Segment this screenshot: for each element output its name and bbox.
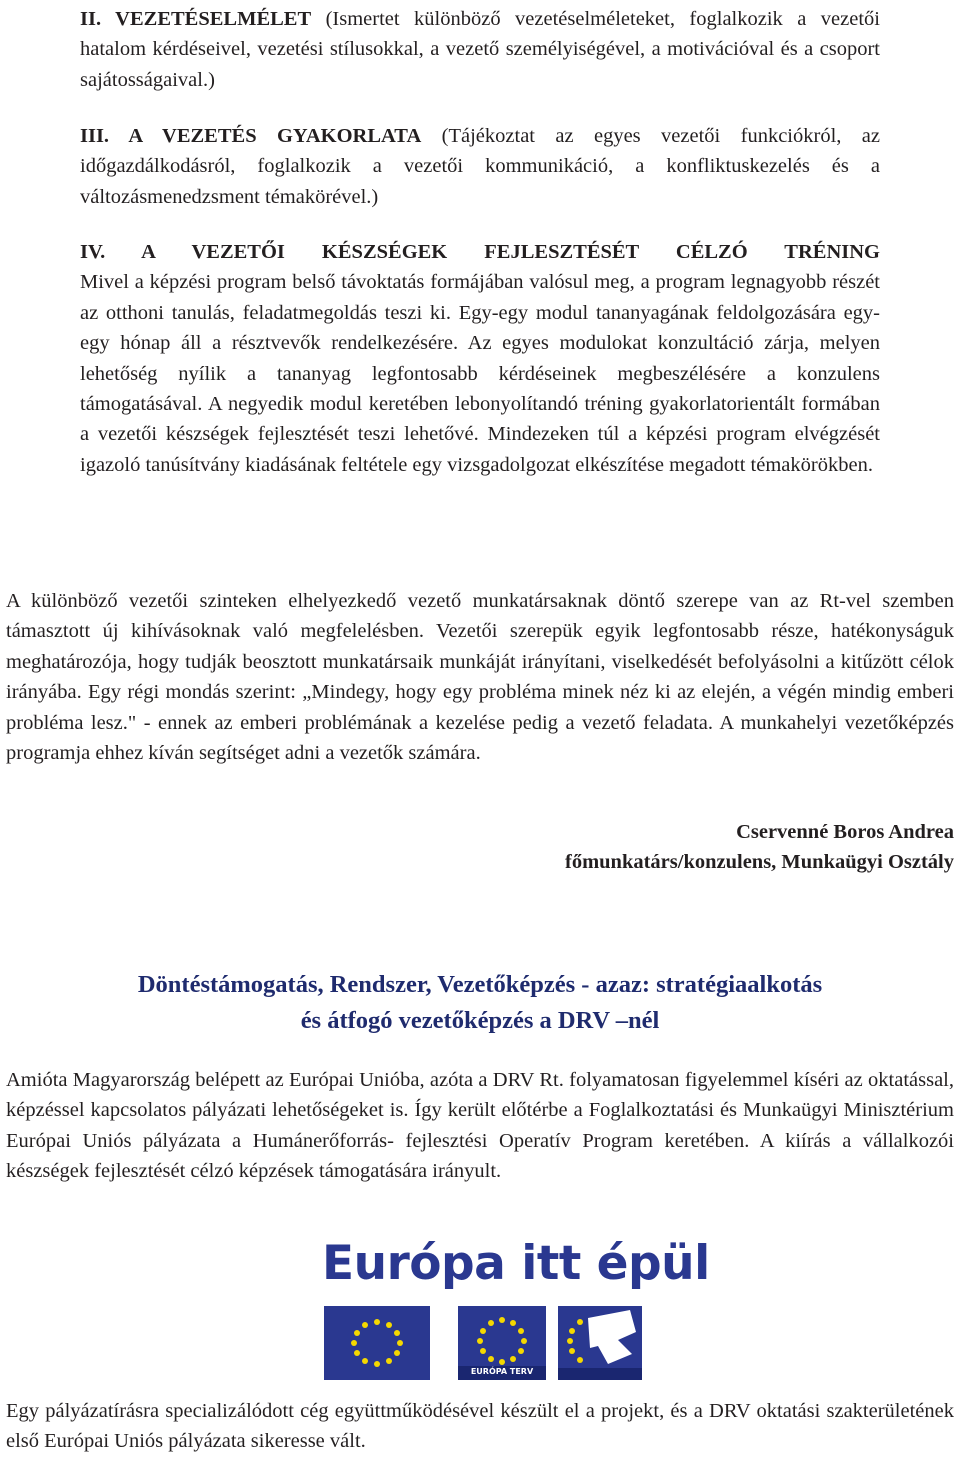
logo-title: Európa itt épül <box>322 1236 710 1291</box>
section-3 <box>80 121 880 212</box>
article-closing: Egy pályázatírásra specializálódott cég együttműködésével készült el a projekt, és a DRV oktatási szakterületének első Európai Uniós pályázata sikeresse vált. <box>6 1400 954 1453</box>
section-4 <box>80 237 880 480</box>
section-2-text: (Ismertet különböző vezetéselméleteket, foglalkozik a vezetői hatalom kérdéseivel, vezetési stílusokkal, a vezető személyiségével, a motivációval és a csoport sajátosságaival.) <box>80 8 880 91</box>
eu-flag-left <box>324 1306 430 1380</box>
europa-itt-epul-logo <box>318 1236 710 1384</box>
section-4-heading: IV. A VEZETŐI KÉSZSÉGEK FEJLESZTÉSÉT CÉLZÓ TRÉNING <box>80 241 880 263</box>
signature-role: főmunkatárs/konzulens, Munkaügyi Osztály <box>565 851 954 873</box>
logo-graphic <box>318 1236 646 1384</box>
logo-badge-label: EURÓPA TERV <box>470 1367 534 1376</box>
article-title-line-2: és átfogó vezetőképzés a DRV –nél <box>300 1007 660 1034</box>
section-2-heading: II. VEZETÉSELMÉLET <box>80 8 312 30</box>
eu-flag-right <box>558 1306 642 1380</box>
signature-name: Cservenné Boros Andrea <box>736 821 954 843</box>
section-3-text: (Tájékoztat az egyes vezetői funkciókról, az időgazdálkodásról, foglalkozik a vezetői kommunikáció, a konfliktuskezelés és a változásmenedzsment témakörével.) <box>80 125 880 208</box>
intro-paragraph: A különböző vezetői szinteken elhelyezkedő vezető munkatársaknak döntő szerepe van az Rt-vel szemben támasztott új kihívásoknak való megfelelésben. Vezetői szerepük egyik legfontosabb része, hatékonyságuk meghatározója, hogy tudják beosztott munkatársaik munkáját irányítani, viselkedését befolyásolni a kitűzött célok irányába. Egy régi mondás szerint: „Mindegy, hogy egy probléma minek néz ki az elején, a végén mindig emberi probléma lesz." - ennek az emberi problémának a kezelése pedig a vezető feladata. A munkahelyi vezetőképzés programja ehhez kíván segítséget adni a vezetők számára. <box>6 590 954 765</box>
section-4-text: Mivel a képzési program belső távoktatás formájában valósul meg, a program legnagyobb részét az otthoni tanulás, feladatmegoldás teszi ki. Egy-egy modul tananyagának feldolgozására egy-egy hónap áll a résztvevők rendelkezésére. Az egyes modulokat konzultáció zárja, melyen lehetőség nyílik a tananyag legfontosabb kérdéseinek megbeszélésére a konzulens támogatásával. A negyedik modul keretében lebonyolítandó tréning gyakorlatorientált formában a vezetői készségek fejlesztését teszi lehetővé. Mindezeken túl a képzési program elvégzését igazoló tanúsítvány kiadásának feltétele egy vizsgadolgozat elkészítése megadott témakörökben. <box>80 271 880 476</box>
section-2 <box>80 4 880 95</box>
article-paragraph: Amióta Magyarország belépett az Európai Unióba, azóta a DRV Rt. folyamatosan figyelemmel kíséri az oktatással, képzéssel kapcsolatos pályázati lehetőségeket is. Így került előtérbe a Foglalkoztatási és Munkaügyi Minisztérium Európai Uniós pályázata a Humánerőforrás- fejlesztési Operatív Program keretében. A kiírás a vállalkozói készségek fejlesztését célzó képzések támogatására irányult. <box>6 1069 954 1183</box>
article-title-line-1: Döntéstámogatás, Rendszer, Vezetőképzés - azaz: stratégiaalkotás <box>137 971 823 998</box>
section-3-heading: III. A VEZETÉS GYAKORLATA <box>80 125 422 147</box>
